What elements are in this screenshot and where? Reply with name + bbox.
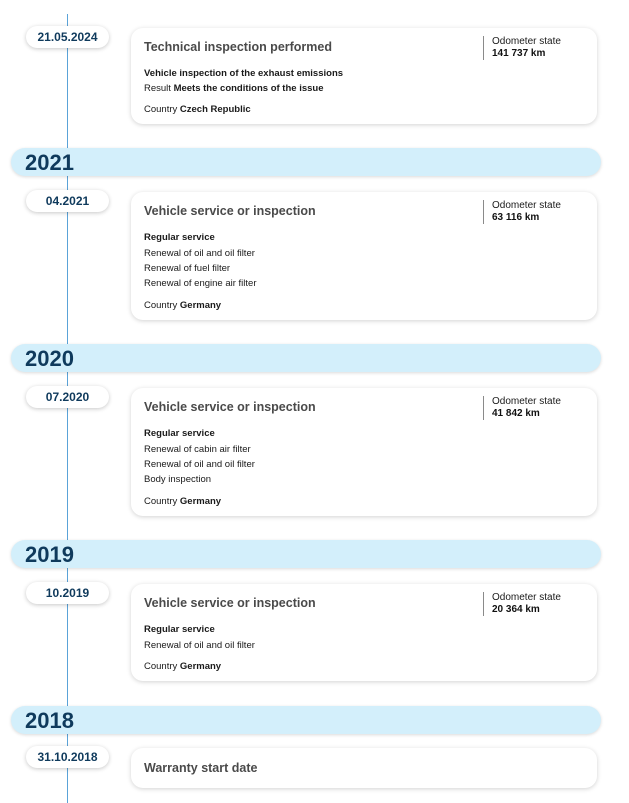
odometer-value: 141 737 km	[492, 48, 546, 59]
odometer-block	[483, 592, 561, 616]
service-item: Renewal of oil and oil filter	[144, 640, 255, 651]
odometer-value: 20 364 km	[492, 604, 540, 615]
odometer-block	[483, 396, 561, 420]
year-band-2019	[11, 540, 601, 568]
date-badge: 07.2020	[26, 386, 109, 408]
country-line	[144, 300, 221, 311]
year-band-2021	[11, 148, 601, 176]
country-value: Germany	[179, 300, 222, 311]
card-title: Vehicle service or inspection	[144, 204, 316, 218]
service-heading: Regular service	[144, 232, 215, 243]
odometer-block	[483, 200, 561, 224]
history-card	[131, 192, 597, 320]
year-band-2018	[11, 706, 601, 734]
service-item: Renewal of engine air filter	[144, 278, 257, 289]
year-label: 2018	[25, 708, 74, 733]
year-band-2020	[11, 344, 601, 372]
card-title: Vehicle service or inspection	[144, 400, 316, 414]
date-badge: 10.2019	[26, 582, 109, 604]
country-line	[144, 661, 221, 672]
odometer-value: 63 116 km	[492, 212, 540, 223]
history-card	[131, 584, 597, 681]
country-value: Germany	[179, 496, 222, 507]
country-label: Country	[144, 496, 178, 507]
service-heading: Regular service	[144, 428, 215, 439]
service-item: Renewal of oil and oil filter	[144, 248, 255, 259]
history-card	[131, 388, 597, 516]
card-title: Vehicle service or inspection	[144, 596, 316, 610]
odometer-label: Odometer state	[492, 592, 561, 603]
history-card	[131, 28, 597, 124]
odometer-value: 41 842 km	[492, 408, 540, 419]
odometer-label: Odometer state	[492, 200, 561, 211]
service-item: Renewal of cabin air filter	[144, 444, 251, 455]
service-item: Renewal of oil and oil filter	[144, 459, 255, 470]
country-label: Country	[144, 104, 178, 115]
service-heading: Regular service	[144, 624, 215, 635]
year-label: 2021	[25, 150, 74, 175]
odometer-label: Odometer state	[492, 396, 561, 407]
year-label: 2020	[25, 346, 74, 371]
card-title: Warranty start date	[144, 761, 258, 775]
country-value: Czech Republic	[179, 104, 251, 115]
result-line	[144, 83, 324, 94]
country-value: Germany	[179, 661, 222, 672]
country-line	[144, 104, 251, 115]
service-item: Renewal of fuel filter	[144, 263, 231, 274]
result-label: Result	[144, 83, 171, 94]
date-badge: 31.10.2018	[26, 746, 109, 768]
service-item: Body inspection	[144, 474, 212, 485]
odometer-block	[483, 36, 561, 60]
history-card	[131, 748, 597, 788]
inspection-heading: Vehicle inspection of the exhaust emissions	[144, 68, 344, 79]
timeline-line	[67, 14, 68, 803]
year-label: 2019	[25, 542, 74, 567]
result-value: Meets the conditions of the issue	[173, 83, 324, 94]
date-badge: 21.05.2024	[26, 26, 109, 48]
odometer-label: Odometer state	[492, 36, 561, 47]
country-label: Country	[144, 661, 178, 672]
country-line	[144, 496, 221, 507]
country-label: Country	[144, 300, 178, 311]
card-title: Technical inspection performed	[144, 40, 333, 54]
date-badge: 04.2021	[26, 190, 109, 212]
